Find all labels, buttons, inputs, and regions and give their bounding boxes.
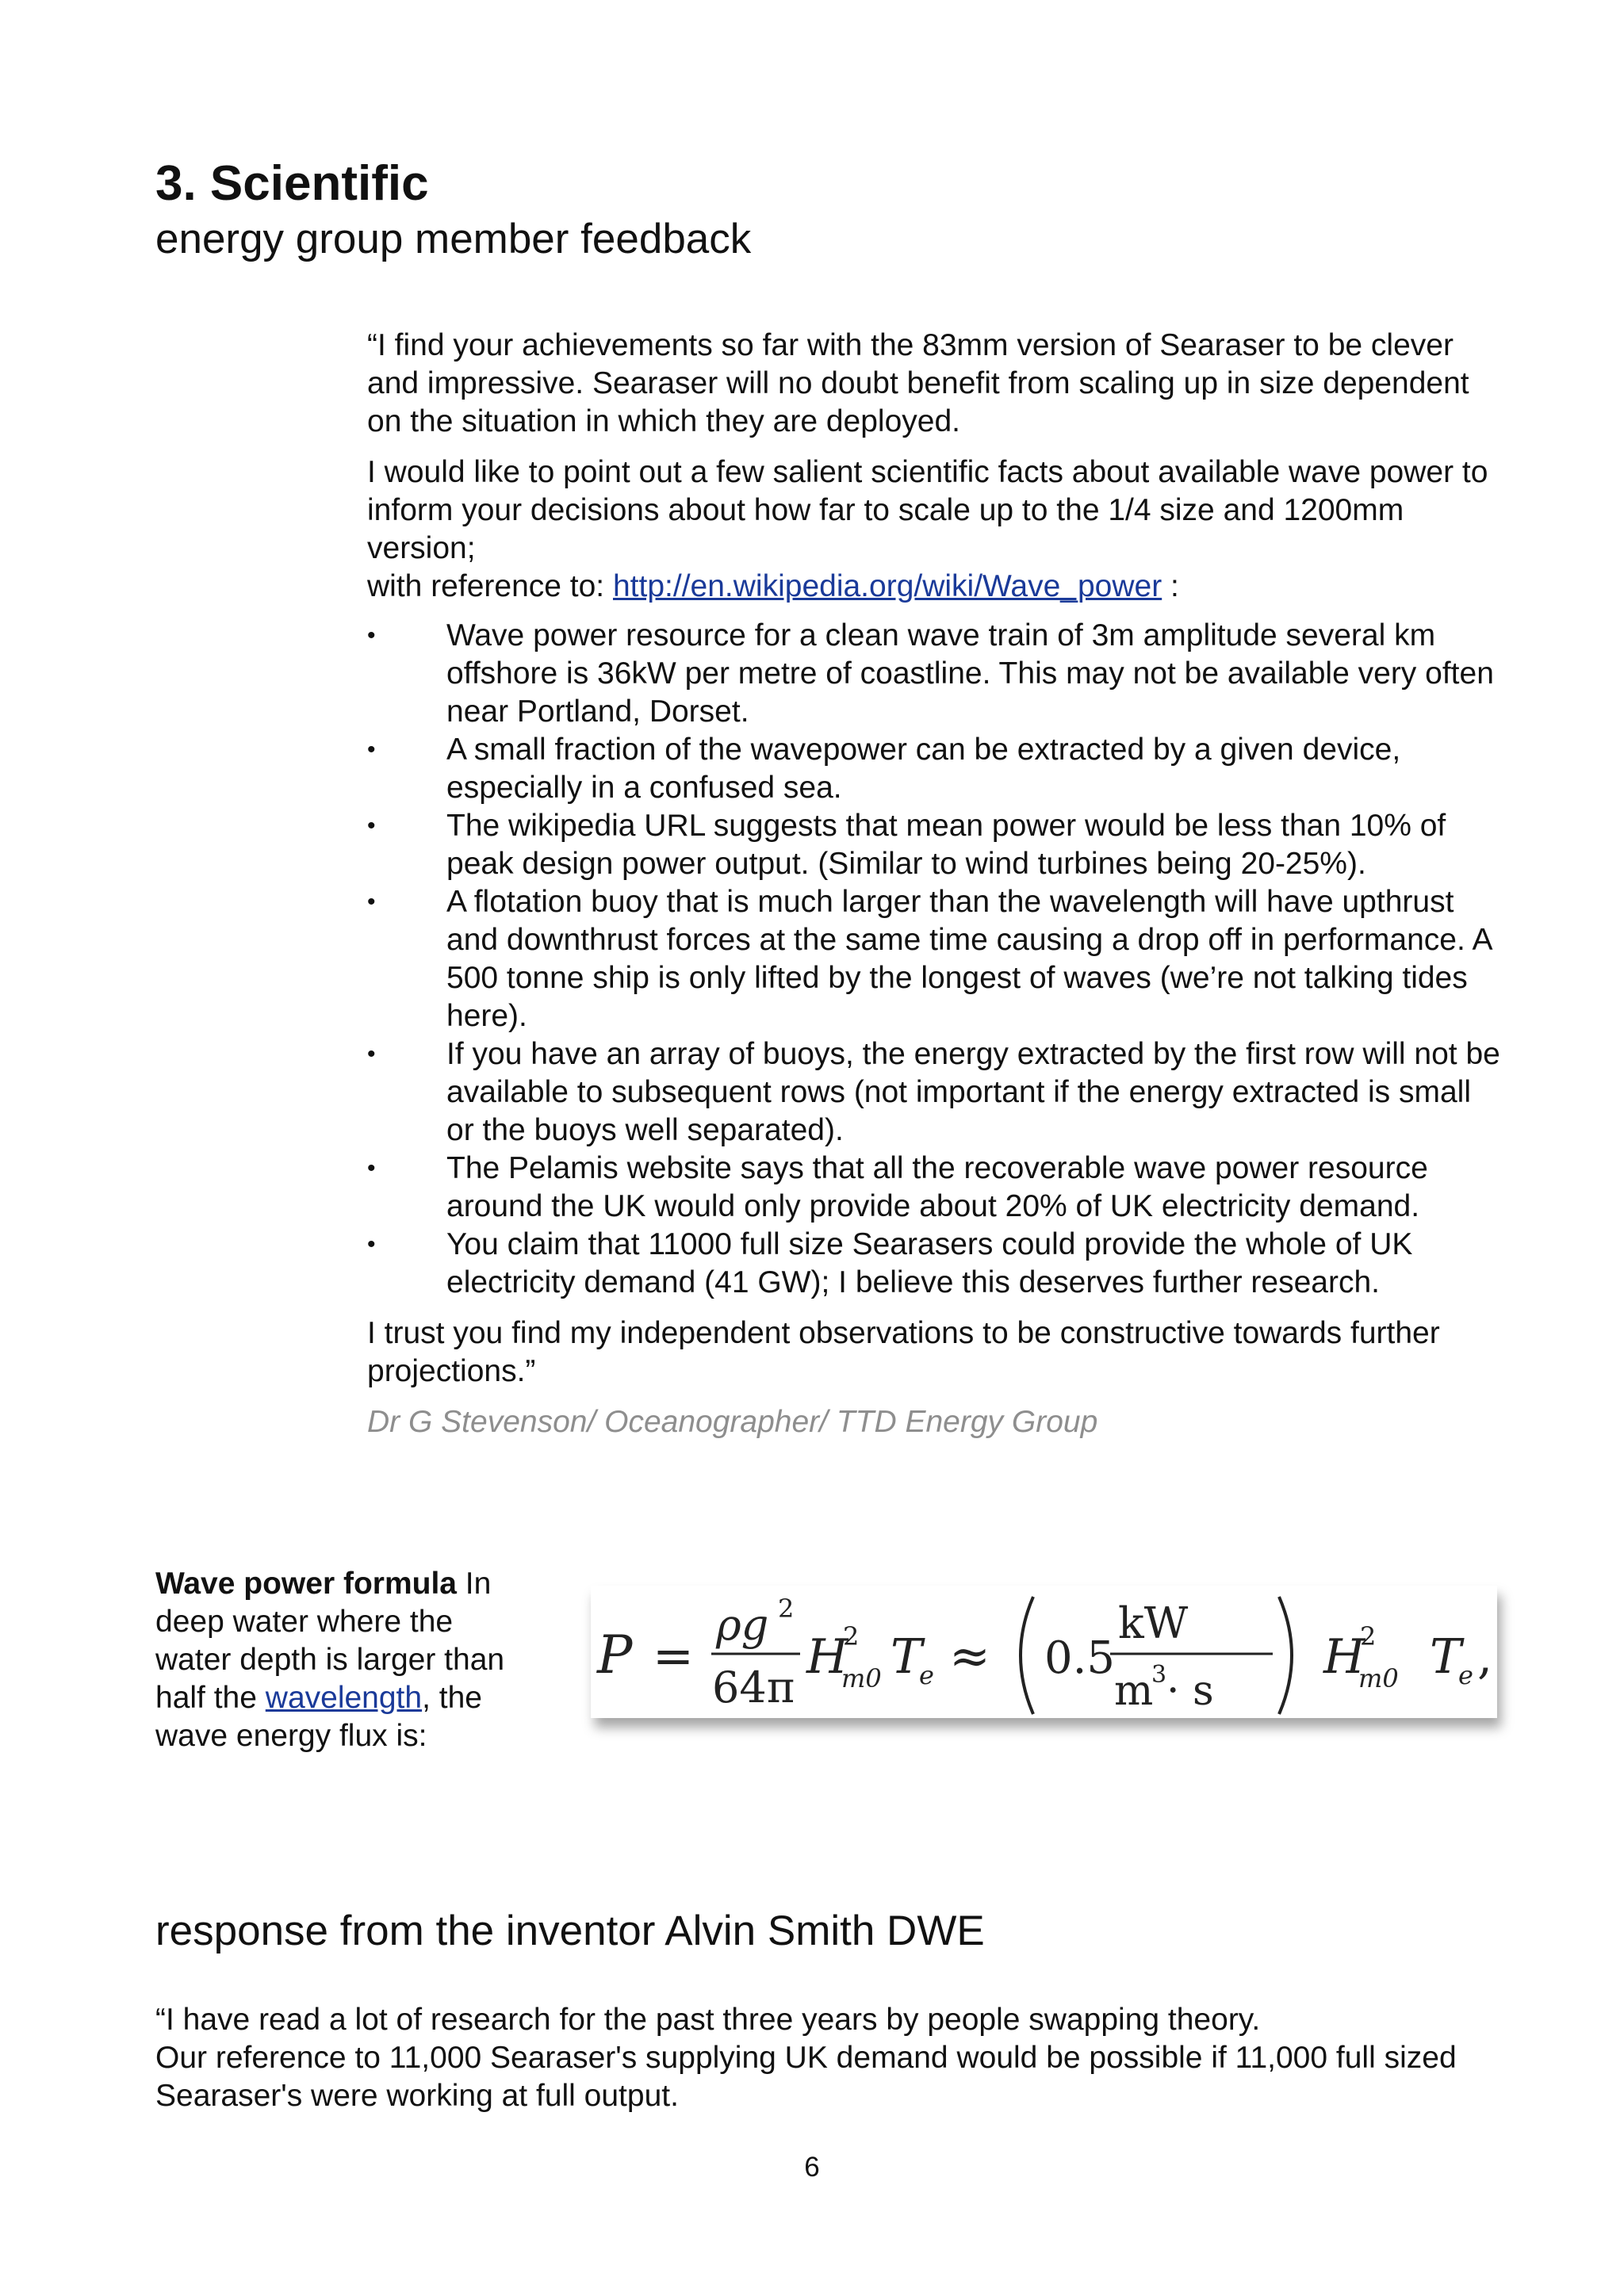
formula-t: T	[891, 1629, 923, 1685]
reference-prefix: with reference to:	[367, 569, 613, 603]
list-item-text: The wikipedia URL suggests that mean power would be less than 10% of peak design power output. (Similar to wind turbines being 20-25%).	[446, 809, 1446, 881]
list-item-text: A small fraction of the wavepower can be extracted by a given device, especially in a confused sea.	[446, 733, 1401, 805]
bullet-icon: •	[367, 1231, 376, 1257]
list-item-text: Wave power resource for a clean wave train of 3m amplitude several km offshore is 36kW per metre of coastline. This may not be available very often near Portland, Dorset.	[446, 618, 1494, 729]
section-title: 3. Scientific	[155, 156, 429, 211]
formula-t-2: T	[1430, 1629, 1462, 1685]
bullet-icon: •	[367, 813, 376, 839]
list-item-text: You claim that 11000 full size Searasers could provide the whole of UK electricity demand (41 GW); I believe this deserves further research.	[446, 1227, 1413, 1299]
formula-unit-seconds: · s	[1166, 1667, 1214, 1715]
formula-right-paren	[1279, 1597, 1292, 1714]
formula-h2-subscript: m0	[1358, 1663, 1399, 1693]
response-line-1: “I have read a lot of research for the past three years by people swapping theory.	[155, 2003, 1261, 2037]
list-item	[367, 1035, 1501, 1150]
formula-p: P	[597, 1624, 633, 1686]
formula-svg	[591, 1586, 1497, 1718]
quote-paragraph-1: “I find your achievements so far with the 83mm version of Searaser to be clever and impressive. Searaser will no doubt benefit from scaling up in size dependent on the situation in which they are deployed.	[367, 328, 1469, 438]
list-item-text: A flotation buoy that is much larger than the wavelength will have upthrust and downthrust forces at the same time causing a drop off in performance. A 500 tonne ship is only lifted by the longest of waves (we’re not talking tides here).	[446, 885, 1492, 1033]
response-heading: response from the inventor Alvin Smith DWE	[155, 1908, 985, 1954]
list-item	[367, 731, 1501, 807]
bullet-icon: •	[367, 1155, 376, 1181]
quote-closing: I trust you find my independent observations to be constructive towards further projections.”	[367, 1316, 1440, 1388]
formula-description	[155, 1565, 536, 1755]
formula-left-paren	[1021, 1597, 1033, 1714]
response-body	[155, 2001, 1519, 2115]
list-item	[367, 1226, 1501, 1302]
formula-equals: =	[653, 1627, 694, 1685]
formula-approx: ≈	[949, 1627, 990, 1685]
response-line-2: Our reference to 11,000 Searaser's supplying UK demand would be possible if 11,000 full sized Searaser's were working at full output.	[155, 2041, 1457, 2113]
quote-author: Dr G Stevenson/ Oceanographer/ TTD Energy Group	[367, 1405, 1098, 1439]
quote-paragraph-2-text: I would like to point out a few salient scientific facts about available wave power to inform your decisions about how far to scale up to the 1/4 size and 1200mm version;	[367, 455, 1488, 565]
formula-g-squared: 2	[778, 1594, 795, 1624]
formula-coefficient: 0.5	[1044, 1632, 1116, 1684]
wave-power-formula-image	[591, 1586, 1497, 1718]
formula-unit-m: m	[1114, 1667, 1154, 1715]
formula-h-2: H	[1323, 1629, 1365, 1685]
formula-label: Wave power formula	[155, 1567, 457, 1601]
feedback-quote	[367, 327, 1501, 1441]
formula-text-1: In deep water where the water depth is larger than half the	[155, 1567, 505, 1715]
list-item	[367, 1150, 1501, 1226]
facts-list	[367, 617, 1501, 1302]
formula-h: H	[806, 1629, 848, 1685]
formula-t-subscript: e	[919, 1660, 934, 1690]
list-item	[367, 617, 1501, 731]
reference-suffix: :	[1162, 569, 1179, 603]
bullet-icon: •	[367, 622, 376, 649]
formula-t2-subscript: e	[1458, 1660, 1473, 1690]
formula-h-squared: 2	[843, 1621, 860, 1651]
page-number: 6	[804, 2152, 820, 2183]
bullet-icon: •	[367, 1041, 376, 1067]
list-item	[367, 807, 1501, 883]
formula-comma: ,	[1477, 1629, 1493, 1685]
wavelength-link[interactable]: wavelength	[265, 1681, 423, 1715]
list-item-text: If you have an array of buoys, the energy extracted by the first row will not be available to subsequent rows (not important if the energy extracted is small or the buoys well separated).	[446, 1037, 1500, 1147]
section-subtitle: energy group member feedback	[155, 216, 752, 262]
formula-unit-exponent: 3	[1151, 1661, 1167, 1689]
list-item	[367, 883, 1501, 1035]
quote-paragraph-2	[367, 453, 1501, 606]
bullet-icon: •	[367, 889, 376, 915]
formula-denominator: 64π	[712, 1663, 795, 1712]
formula-text-2: , the wave energy flux is:	[155, 1681, 482, 1753]
formula-h-subscript: m0	[841, 1663, 882, 1693]
list-item-text: The Pelamis website says that all the recoverable wave power resource around the UK would only provide about 20% of UK electricity demand.	[446, 1151, 1428, 1223]
formula-unit-numerator: kW	[1118, 1598, 1189, 1648]
bullet-icon: •	[367, 737, 376, 763]
wikipedia-wave-power-link[interactable]: http://en.wikipedia.org/wiki/Wave_power	[612, 569, 1162, 603]
formula-rho-g: ρg	[716, 1600, 769, 1650]
formula-h2-squared: 2	[1360, 1621, 1377, 1651]
